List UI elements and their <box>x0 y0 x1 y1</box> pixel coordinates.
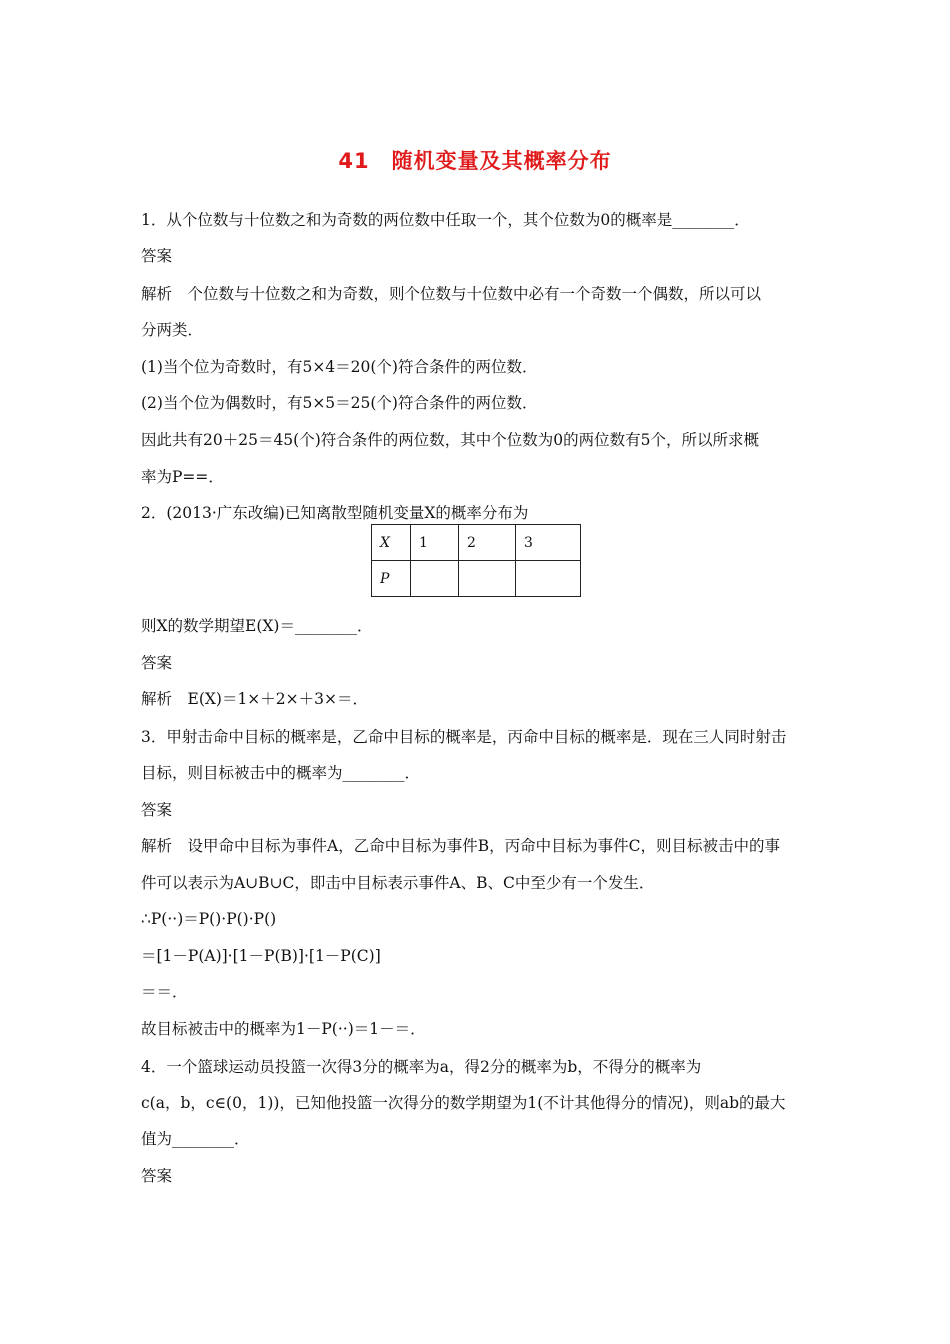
analysis-line: 件可以表示为A∪B∪C，即击中目标表示事件A、B、C中至少有一个发生． <box>141 874 655 892</box>
problem-2-question: 则X的数学期望E(X)＝________． <box>141 617 373 635</box>
answer-label: 答案 <box>141 1167 173 1185</box>
problem-4-text: c(a，b，c∈(0，1))，已知他投篮一次得分的数学期望为1(不计其他得分的情况)，则ab的最大 <box>141 1094 786 1112</box>
analysis-line: 分两类． <box>141 321 204 339</box>
problem-4-text: 4．一个篮球运动员投篮一次得3分的概率为a，得2分的概率为b，不得分的概率为 <box>141 1058 702 1076</box>
answer-label: 答案 <box>141 801 173 819</box>
analysis-line: ＝[1－P(A)]·[1－P(B)]·[1－P(C)] <box>141 947 381 965</box>
table-cell <box>459 561 516 597</box>
analysis-line: ∴P(··)＝P()·P()·P() <box>141 910 277 928</box>
table-cell: 1 <box>411 525 459 561</box>
problem-2-text: 2．(2013·广东改编)已知离散型随机变量X的概率分布为 <box>141 504 529 522</box>
analysis-line: ＝＝． <box>141 983 188 1001</box>
analysis-line: 因此共有20＋25＝45(个)符合条件的两位数，其中个位数为0的两位数有5个，所以所求概 <box>141 431 759 449</box>
table-row <box>372 525 581 561</box>
analysis-line: (2)当个位为偶数时，有5×5＝25(个)符合条件的两位数． <box>141 394 538 412</box>
answer-label: 答案 <box>141 654 173 672</box>
page-title: 41 随机变量及其概率分布 <box>338 149 612 173</box>
analysis-line: 解析 E(X)＝1×＋2×＋3×＝． <box>141 690 368 708</box>
table-cell: X <box>372 525 411 561</box>
problem-3-text: 目标，则目标被击中的概率为________． <box>141 764 421 782</box>
table-cell: P <box>372 561 411 597</box>
analysis-line: 解析 设甲命中目标为事件A，乙命中目标为事件B，丙命中目标为事件C，则目标被击中的事 <box>141 837 780 855</box>
analysis-line: 解析 个位数与十位数之和为奇数，则个位数与十位数中必有一个奇数一个偶数，所以可以 <box>141 285 762 303</box>
analysis-line: (1)当个位为奇数时，有5×4＝20(个)符合条件的两位数． <box>141 358 538 376</box>
analysis-line: 故目标被击中的概率为1－P(··)＝1－＝． <box>141 1020 426 1038</box>
answer-label: 答案 <box>141 247 173 265</box>
table-cell <box>516 561 581 597</box>
analysis-line: 率为P==． <box>141 468 224 486</box>
table-cell <box>411 561 459 597</box>
table-cell: 3 <box>516 525 581 561</box>
problem-4-text: 值为________． <box>141 1130 250 1148</box>
problem-3-text: 3．甲射击命中目标的概率是，乙命中目标的概率是，丙命中目标的概率是．现在三人同时射击 <box>141 728 787 746</box>
table-cell: 2 <box>459 525 516 561</box>
problem-1-text: 1．从个位数与十位数之和为奇数的两位数中任取一个，其个位数为0的概率是________． <box>141 211 750 229</box>
table-row <box>372 561 581 597</box>
probability-distribution-table <box>371 524 581 597</box>
